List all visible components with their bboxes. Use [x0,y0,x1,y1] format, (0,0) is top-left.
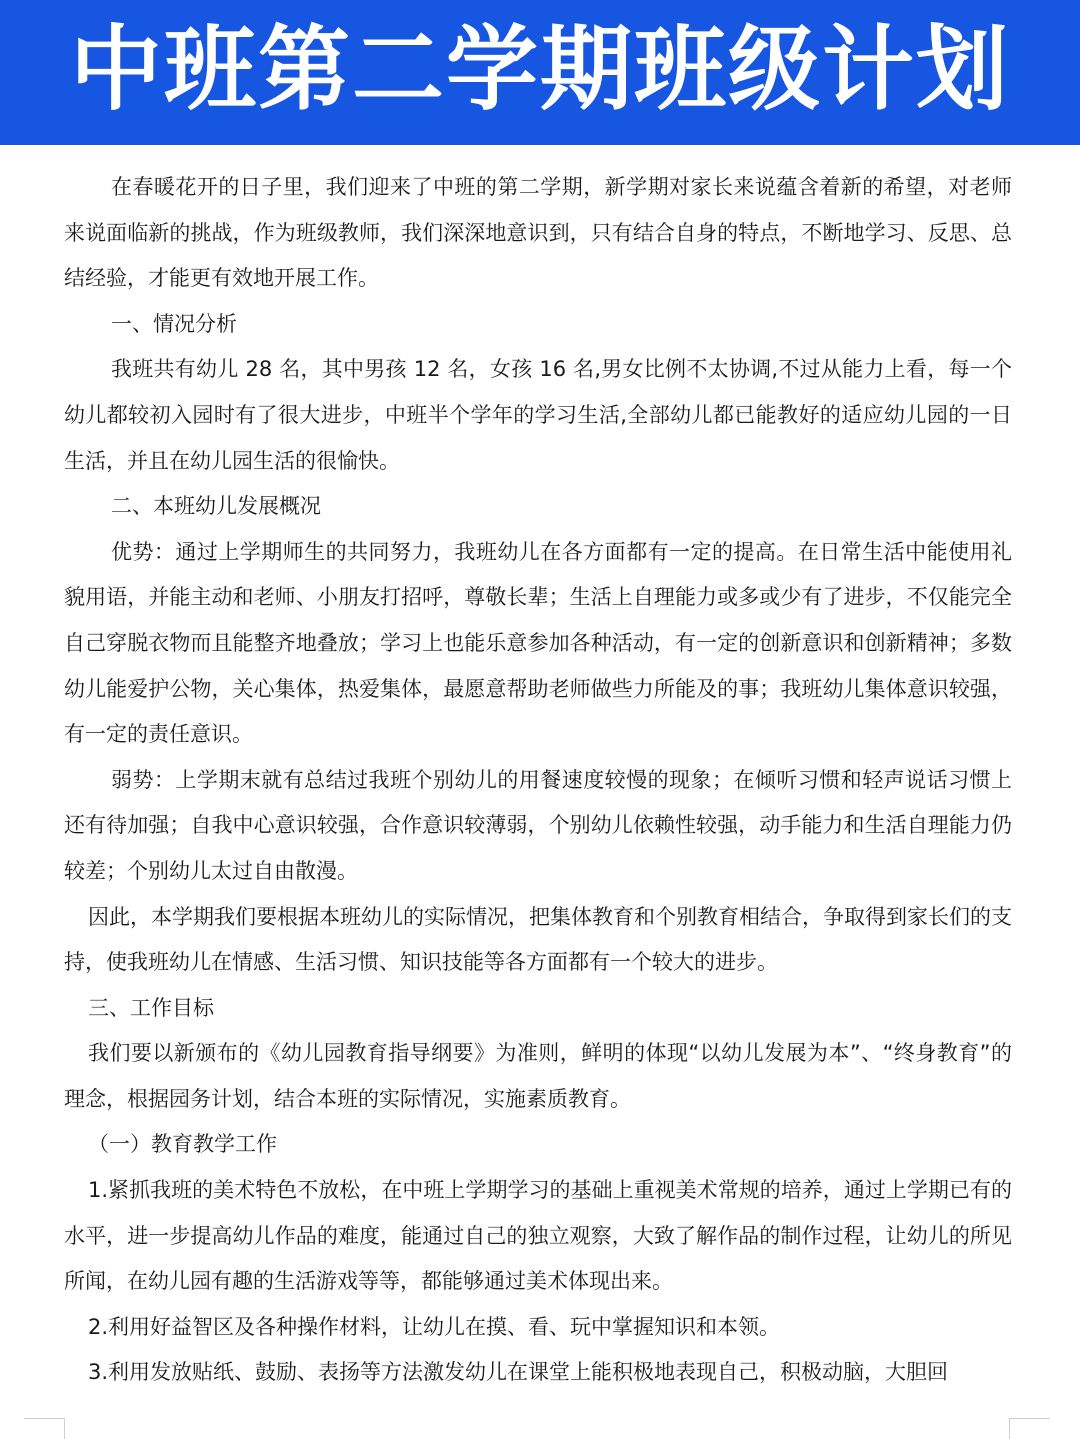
goals-paragraph: 我们要以新颁布的《幼儿园教育指导纲要》为准则，鲜明的体现“以幼儿发展为本”、“终身教育”的理念，根据园务计划，结合本班的实际情况，实施素质教育。 [64,1041,1012,1111]
section-heading-situation: 一、情况分析 [111,311,237,336]
weaknesses-paragraph: 弱势：上学期末就有总结过我班个别幼儿的用餐速度较慢的现象；在倾听习惯和轻声说话习惯上还有待加强；自我中心意识较强，合作意识较薄弱，个别幼儿依赖性较强，动手能力和生活自理能力仍较差；个别幼儿太过自由散漫。 [64,767,1012,883]
teaching-item-1: 1.紧抓我班的美术特色不放松，在中班上学期学习的基础上重视美术常规的培养，通过上学期已有的水平，进一步提高幼儿作品的难度，能通过自己的独立观察，大致了解作品的制作过程，让幼儿的所见所闻，在幼儿园有趣的生活游戏等等，都能够通过美术体现出来。 [64,1178,1012,1294]
subsection-heading-teaching: （一）教育教学工作 [88,1132,277,1157]
teaching-item-2: 2.利用好益智区及各种操作材料，让幼儿在摸、看、玩中掌握知识和本领。 [88,1314,781,1339]
strengths-paragraph: 优势：通过上学期师生的共同努力，我班幼儿在各方面都有一定的提高。在日常生活中能使用礼貌用语，并能主动和老师、小朋友打招呼，尊敬长辈；生活上自理能力或多或少有了进步，不仅能完全自己穿脱衣物而且能整齐地叠放；学习上也能乐意参加各种活动，有一定的创新意识和创新精神；多数幼儿能爱护公物，关心集体，热爱集体，最愿意帮助老师做些力所能及的事；我班幼儿集体意识较强，有一定的责任意识。 [64,539,1012,747]
page-title: 中班第二学期班级计划 [69,16,1010,123]
section-heading-development: 二、本班幼儿发展概况 [111,494,321,519]
situation-paragraph: 我班共有幼儿 28 名，其中男孩 12 名，女孩 16 名,男女比例不太协调,不过从能力上看，每一个幼儿都较初入园时有了很大进步，中班半个学年的学习生活,全部幼儿都已能教好的适应幼儿园的一日生活，并且在幼儿园生活的很愉快。 [64,357,1012,473]
section-heading-goals: 三、工作目标 [88,995,214,1020]
title-banner [0,0,1080,145]
teaching-item-3: 3.利用发放贴纸、鼓励、表扬等方法激发幼儿在课堂上能积极地表现自己，积极动脑，大胆回 [88,1360,949,1385]
page-corner-mark-left [24,1418,65,1439]
page-corner-mark-right [1009,1418,1050,1439]
conclusion-paragraph: 因此，本学期我们要根据本班幼儿的实际情况，把集体教育和个别教育相结合，争取得到家长们的支持，使我班幼儿在情感、生活习惯、知识技能等各方面都有一个较大的进步。 [64,904,1012,975]
intro-paragraph: 在春暖花开的日子里，我们迎来了中班的第二学期，新学期对家长来说蕴含着新的希望，对老师来说面临新的挑战，作为班级教师，我们深深地意识到，只有结合自身的特点，不断地学习、反思、总结经验，才能更有效地开展工作。 [64,175,1012,291]
document-body [64,165,1012,1396]
